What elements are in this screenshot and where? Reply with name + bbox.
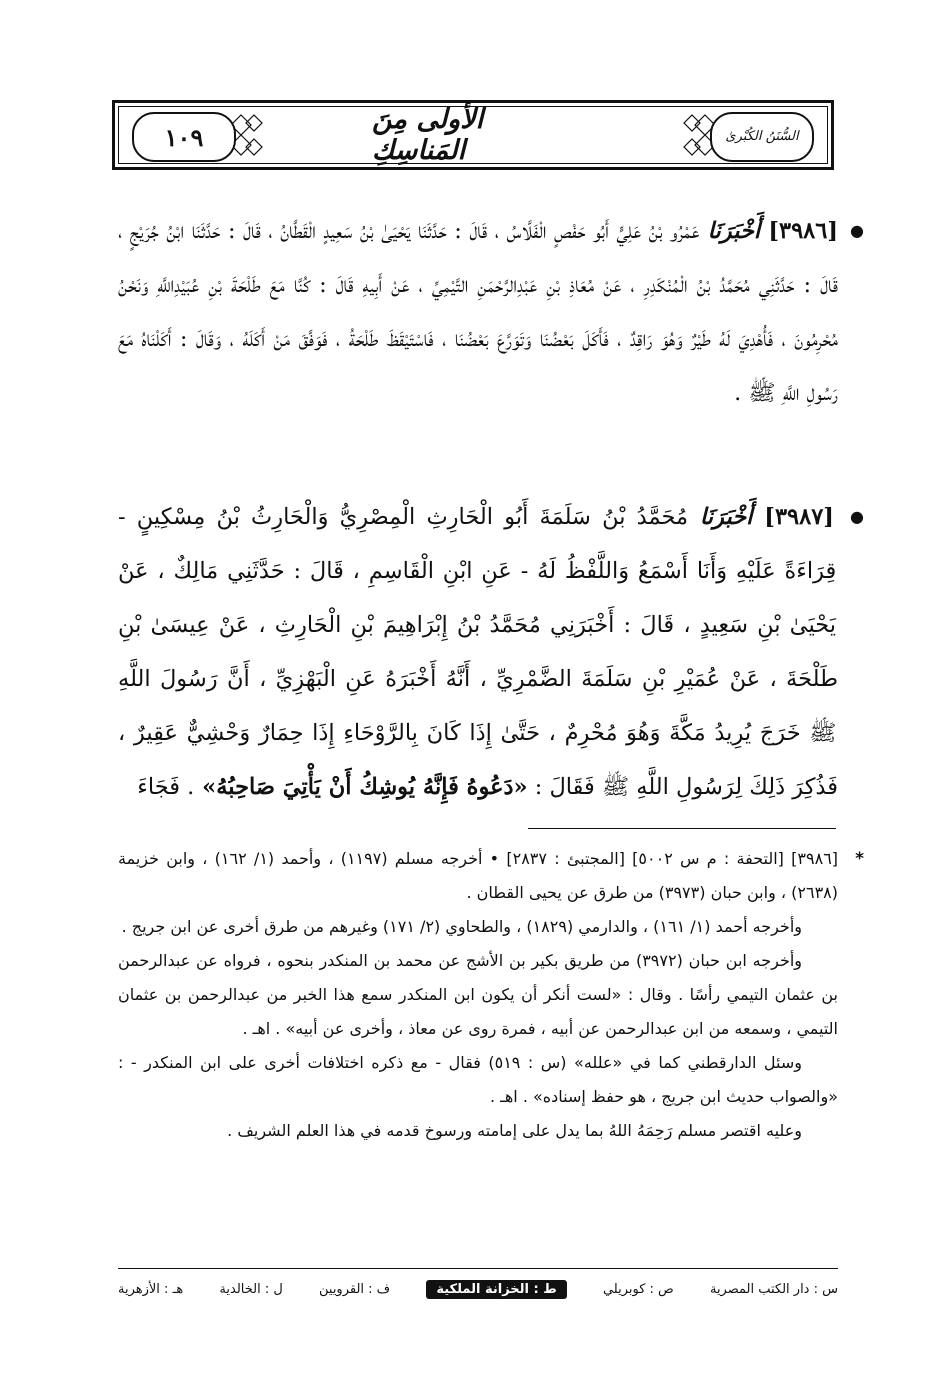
hadith-line: يَحْيَىٰ بْنِ سَعِيدٍ ، قَالَ : أَخْبَرَنِي مُحَمَّدُ بْنُ إِبْرَاهِيمَ بْنِ الْحَارِثِ ، عَنْ عِيسَىٰ بْنِ — [118, 612, 837, 638]
hadith-lead: أَخْبَرَنَا — [699, 218, 761, 244]
hadith-line: الْقَطَّانُ ، قَالَ : حَدَّثَنَا ابْنُ جُرَيْجٍ ، قَالَ : حَدَّثَنِي مُحَمَّدُ بْنُ الْمُنْكَدِرِ ، عَنْ مُعَاذِ بْنِ — [118, 218, 838, 298]
hadith-line: عَمْرُو بْنُ عَلِيٍّ أَبُو حَفْصٍ الْفَلَّاسُ ، قَالَ : حَدَّثَنَا يَحْيَىٰ بْنُ سَعِيدٍ — [315, 218, 700, 244]
footer-separator — [118, 1268, 838, 1269]
hadith-3986 — [118, 204, 864, 420]
book-mark: السُّنَنُ الكُبْرىٰ — [725, 129, 799, 144]
hadith-3987 — [118, 490, 864, 814]
running-title: الأولى مِنَ المَناسِكِ — [372, 104, 484, 166]
hadith-line: مَنْ أَكَلَهُ ، وَقَالَ : أَكَلْنَاهُ مَعَ رَسُولِ اللَّهِ ﷺ . — [118, 326, 838, 406]
manuscript-key-item: هـ : الأزهرية — [118, 1282, 184, 1297]
footnote-paragraph: وسئل الدارقطني كما في «علله» (س : ٥١٩) فقال - مع ذكره اختلافات أخرى على ابن المنكدر - : «والصواب حديث ابن جريج ، هو حفظ إسناده» . اهـ . — [118, 1053, 838, 1106]
manuscript-key-item: ل : الخالدية — [219, 1282, 283, 1297]
hadith-line: مُحَمَّدُ بْنُ سَلَمَةَ أَبُو الْحَارِثِ الْمِصْرِيُّ وَالْحَارِثُ بْنُ مِسْكِينٍ - — [118, 504, 689, 530]
footnotes — [118, 842, 864, 1148]
manuscript-key-item: ص : كوبريلي — [602, 1282, 674, 1297]
hadith-line: فَأُهْدِيَ لَهُ طَيْرٌ وَهُوَ رَاقِدٌ ، فَأَكَلَ بَعْضُنَا وَتَوَرَّعَ بَعْضُنَا ، فَاسْتَيْقَظَ طَلْحَةُ ، فَوَفَّقَ — [290, 326, 774, 352]
hadith-lead: أَخْبَرَنَا — [688, 504, 753, 530]
footnote-paragraph: * [٣٩٨٦] [التحفة : م س ٥٠٠٢] [المجتبئ : ٢٨٣٧] • أخرجه مسلم (١١٩٧) ، وأحمد (١/ ١٦٢) ، وابن خزيمة (٢٦٣٨) ، وابن حبان (٣٩٧٣) من طرق عن يحيى القطان . — [118, 842, 838, 910]
hadith-tail: . فَجَاءَ — [137, 774, 195, 800]
bullet-icon: ● — [850, 507, 864, 526]
hadith-line: فَذُكِرَ ذَلِكَ لِرَسُولِ اللَّهِ ﷺ فَقَالَ : — [527, 774, 838, 800]
manuscript-key-item-highlighted: ط : الخزانة الملكية — [426, 1280, 566, 1299]
hadith-line: قِرَاءَةً عَلَيْهِ وَأَنَا أَسْمَعُ وَاللَّفْظُ لَهُ - عَنِ ابْنِ الْقَاسِمِ ، قَالَ : حَدَّثَنِي مَالِكٌ ، عَنْ — [118, 558, 837, 584]
footnote-paragraph: وأخرجه ابن حبان (٣٩٧٢) من طريق بكير بن الأشج عن محمد بن المنكدر بنحوه ، فرواه عن عبدالرحمن بن عثمان التيمي رأسًا . وقال : «لست أنكر أن يكون ابن المنكدر سمع هذا الخبر من عبدالرحمن بن عثمان التيمي ، وسمعه من ابن عبدالرحمن عن أبيه ، فمرة روى عن معاذ ، وأخرى عن أبيه» . اهـ . — [118, 951, 838, 1038]
hadith-line: خَرَجَ يُرِيدُ مَكَّةَ وَهُوَ مُحْرِمٌ ، حَتَّىٰ إِذَا كَانَ بِالرَّوْحَاءِ إِذَا حِمَارٌ وَحْشِيٌّ عَقِيرٌ ، — [118, 720, 801, 746]
hadith-line: طَلْحَةَ ، عَنْ عُمَيْرِ بْنِ سَلَمَةَ الضَّمْرِيِّ ، أَنَّهُ أَخْبَرَهُ عَنِ الْبَهْزِيِّ ، أَنَّ رَسُولَ اللَّهِ ﷺ — [118, 666, 838, 746]
prophetic-quote: «دَعُوهُ فَإِنَّهُ يُوشِكُ أَنْ يَأْتِيَ صَاحِبُهُ» — [194, 774, 528, 800]
page-header — [112, 100, 834, 170]
manuscript-key-item: ف : القرويين — [319, 1282, 391, 1297]
bullet-icon: ● — [850, 221, 864, 240]
footnote-marker: * — [855, 849, 864, 869]
footnote-paragraph: وعليه اقتصر مسلم رَحِمَهُ اللهُ بما يدل على إمامته ورسوخ قدمه في هذا العلم الشريف . — [227, 1121, 802, 1140]
footnote-separator — [528, 828, 836, 829]
book-mark-cartouche — [710, 112, 814, 162]
manuscript-key — [118, 1280, 838, 1299]
hadith-line: عَبْدِالرَّحْمَنِ التَّيْمِيِّ ، عَنْ أَبِيهِ قَالَ : كُنَّا مَعَ طَلْحَةَ بْنِ عُبَيْدِاللَّهِ وَنَحْنُ مُحْرِمُونَ ، — [118, 272, 838, 352]
hadith-number: [٣٩٨٦] — [760, 218, 838, 244]
manuscript-key-item: س : دار الكتب المصرية — [709, 1282, 838, 1297]
footnote-paragraph: وأخرجه أحمد (١/ ١٦١) ، والدارمي (١٨٢٩) ، والطحاوي (٢/ ١٧١) وغيرهم من طرق أخرى عن ابن جريج . — [121, 917, 802, 936]
page-number: ١٠٩ — [164, 122, 204, 152]
hadith-number: [٣٩٨٧] — [752, 504, 834, 530]
page-number-cartouche — [132, 112, 236, 162]
